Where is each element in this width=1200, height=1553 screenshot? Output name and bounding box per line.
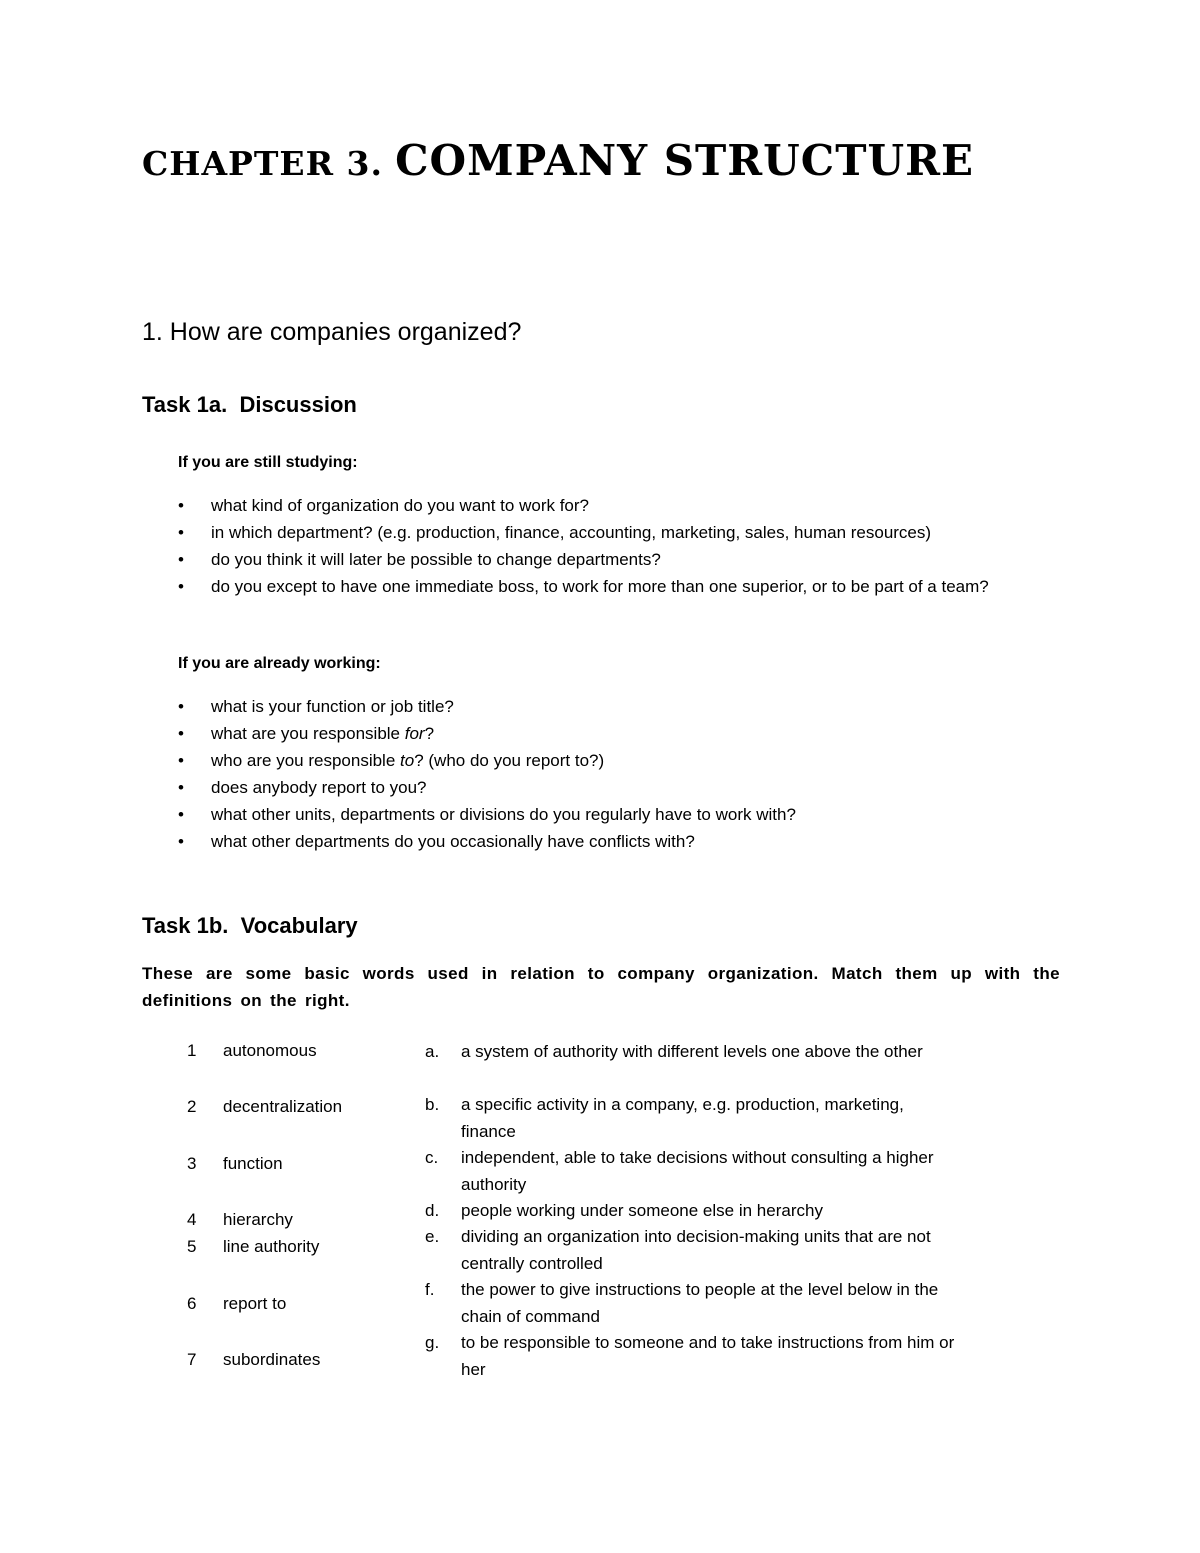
chapter-title: [142, 136, 975, 185]
task-1b-heading: [142, 913, 358, 939]
list-item: • do you think it will later be possible to change departments?: [178, 546, 1078, 573]
list-item: • what is your function or job title?: [178, 693, 1078, 720]
vocab-word: 7 subordinates: [187, 1350, 321, 1369]
vocab-word: 3 function: [187, 1154, 283, 1173]
vocab-definition: e. dividing an organization into decision-making units that are not centrally controlled: [425, 1227, 931, 1273]
vocab-definition: g. to be responsible to someone and to take instructions from him or her: [425, 1333, 955, 1379]
task-1b-label: Task 1b.: [142, 913, 229, 938]
list-item: • what other departments do you occasionally have conflicts with?: [178, 828, 1078, 855]
list-item: • do you except to have one immediate boss, to work for more than one superior, or to be part of a team?: [178, 573, 1078, 600]
list-item: • does anybody report to you?: [178, 774, 1078, 801]
section-heading: 1. How are companies organized?: [142, 318, 522, 346]
studying-question-list: [178, 492, 1078, 600]
chapter-name: COMPANY STRUCTURE: [395, 136, 975, 185]
vocab-word: 2 decentralization: [187, 1097, 343, 1116]
list-item: • what are you responsible for?: [178, 720, 1078, 747]
working-label: If you are already working:: [178, 655, 381, 672]
list-item: • in which department? (e.g. production, finance, accounting, marketing, sales, human resources): [178, 519, 1078, 546]
task-1a-title: Discussion: [239, 392, 357, 417]
task-1b-title: Vocabulary: [240, 913, 358, 938]
list-item: • what kind of organization do you want to work for?: [178, 492, 1078, 519]
chapter-number: CHAPTER 3.: [142, 144, 383, 183]
vocab-definition: c. independent, able to take decisions without consulting a higher authority: [425, 1148, 934, 1194]
working-question-list: [178, 693, 1078, 855]
task-1a-label: Task 1a.: [142, 392, 228, 417]
vocab-definition: f. the power to give instructions to people at the level below in the chain of command: [425, 1280, 939, 1326]
task-1a-heading: [142, 392, 357, 418]
vocab-definition: b. a specific activity in a company, e.g. production, marketing, finance: [425, 1095, 904, 1141]
task-1b-instructions: These are some basic words used in relation to company organization. Match them up with the definitions on the right.: [142, 964, 1060, 1010]
vocab-definition: a. a system of authority with different levels one above the other: [425, 1042, 923, 1061]
list-item: • what other units, departments or divisions do you regularly have to work with?: [178, 801, 1078, 828]
vocab-definition: d. people working under someone else in herarchy: [425, 1201, 823, 1220]
vocab-word: 1 autonomous: [187, 1041, 317, 1060]
studying-label: If you are still studying:: [178, 454, 358, 471]
vocab-word: 6 report to: [187, 1294, 287, 1313]
vocab-word: 5 line authority: [187, 1237, 320, 1256]
list-item: • who are you responsible to? (who do you report to?): [178, 747, 1078, 774]
vocab-word: 4 hierarchy: [187, 1210, 293, 1229]
